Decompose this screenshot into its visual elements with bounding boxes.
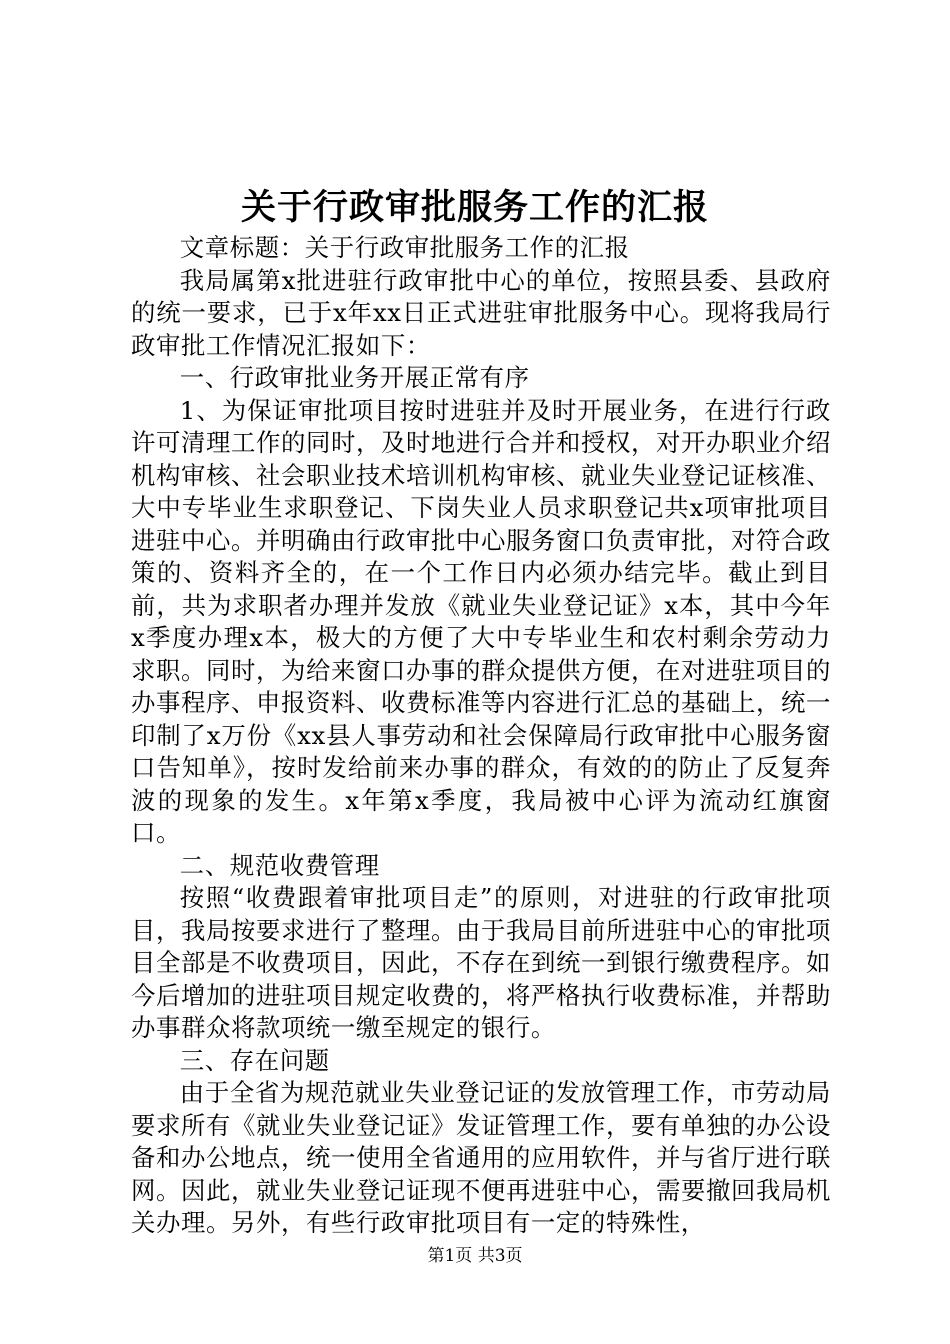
section-1-paragraph: 1、为保证审批项目按时进驻并及时开展业务，在进行行政许可清理工作的同时，及时地进行合并和授权，对开办职业介绍机构审核、社会职业技术培训机构审核、就业失业登记证核准、大中专毕业生求职登记、下岗失业人员求职登记共x项审批项目进驻中心。并明确由行政审批中心服务窗口负责审批，对符合政策的、资料齐全的，在一个工作日内必须办结完毕。截止到目前，共为求职者办理并发放《就业失业登记证》x本，其中今年x季度办理x本，极大的方便了大中专毕业生和农村剩余劳动力求职。同时，为给来窗口办事的群众提供方便，在对进驻项目的办事程序、申报资料、收费标准等内容进行汇总的基础上，统一印制了x万份《xx县人事劳动和社会保障局行政审批中心服务窗口告知单》，按时发给前来办事的群众，有效的的防止了反复奔波的现象的发生。x年第x季度，我局被中心评为流动红旗窗口。	[131, 395, 831, 847]
section-3-paragraph: 由于全省为规范就业失业登记证的发放管理工作，市劳动局要求所有《就业失业登记证》发证管理工作，要有单独的办公设备和办公地点，统一使用全省通用的应用软件，并与省厅进行联网。因此，就业失业登记证现不便再进驻中心，需要撤回我局机关办理。另外，有些行政审批项目有一定的特殊性，	[131, 1078, 831, 1237]
section-2-paragraph: 按照“收费跟着审批项目走”的原则，对进驻的行政审批项目，我局按要求进行了整理。由于我局目前所进驻中心的审批项目全部是不收费项目，因此，不存在到统一到银行缴费程序。如今后增加的进驻项目规定收费的，将严格执行收费标准，并帮助办事群众将款项统一缴至规定的银行。	[131, 883, 831, 1042]
section-heading-1: 一、行政审批业务开展正常有序	[179, 363, 530, 392]
document-body	[131, 232, 831, 1240]
section-heading-3: 三、存在问题	[179, 1045, 330, 1075]
section-heading-2: 二、规范收费管理	[179, 850, 380, 880]
page-number-footer: 第1页 共3页	[427, 1246, 523, 1266]
intro-paragraph: 我局属第x批进驻行政审批中心的单位，按照县委、县政府的统一要求，已于x年xx日正式进驻审批服务中心。现将我局行政审批工作情况汇报如下：	[131, 265, 831, 360]
article-title-line: 文章标题：关于行政审批服务工作的汇报	[179, 233, 630, 262]
document-title: 关于行政审批服务工作的汇报	[240, 187, 709, 228]
